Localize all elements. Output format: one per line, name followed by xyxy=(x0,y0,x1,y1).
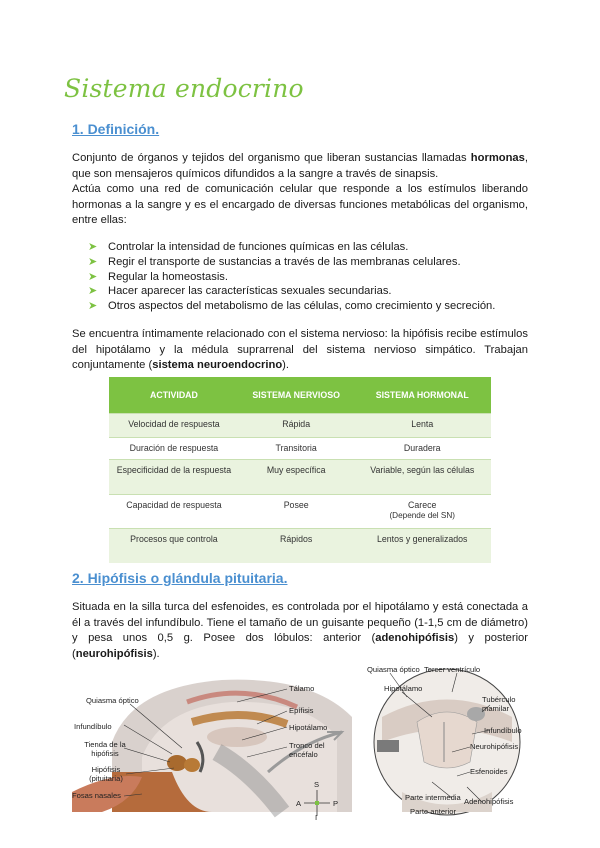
table-cell: Velocidad de respuesta xyxy=(109,414,239,438)
bold-neurohipofisis: neurohipófisis xyxy=(75,647,153,660)
paragraph-neuroendocrino: Se encuentra íntimamente relacionado con el sistema nervioso: la hipófisis recibe estímulos del hipotálamo y la médula suprarrenal del sistema nervioso simpático. Trabajan conjuntamente (sistema neuroendocrino). xyxy=(72,328,528,371)
list-item: ➤ Hacer aparecer las características sexuales secundarias. xyxy=(88,285,392,298)
bold-adenohipofisis: adenohipófisis xyxy=(375,632,455,644)
arrow-icon: ➤ xyxy=(88,285,98,298)
table-cell: Rápidos xyxy=(239,529,354,563)
label-esfenoides: Esfenoides xyxy=(470,767,508,776)
table-cell: Procesos que controla xyxy=(109,529,239,563)
column-header: SISTEMA HORMONAL xyxy=(353,377,491,414)
label-fosas: Fosas nasales xyxy=(72,791,121,800)
table-cell: Carece (Depende del SN) xyxy=(353,495,491,529)
bold-neuroendocrino: sistema neuroendocrino xyxy=(152,359,283,371)
compass-s: S xyxy=(314,780,320,789)
table-cell: Duradera xyxy=(353,438,491,460)
label-hipotalamo-mid: Hipotálamo xyxy=(289,723,328,732)
table-cell: Rápida xyxy=(239,414,354,438)
label-adenohipofisis: Adenohipófisis xyxy=(464,797,514,806)
label-talamo: Tálamo xyxy=(289,684,315,693)
table-row xyxy=(109,495,491,529)
label-parte-intermedia: Parte intermedia xyxy=(405,793,461,802)
table-cell: Transitoria xyxy=(239,438,354,460)
table-cell: Variable, según las células xyxy=(353,460,491,495)
label-quiasma-right: Quiasma óptico xyxy=(367,665,420,674)
column-header: ACTIVIDAD xyxy=(109,377,239,414)
list-item: ➤ Otros aspectos del metabolismo de las células, como crecimiento y secreción. xyxy=(88,300,496,313)
label-tronco: Tronco del encéfalo xyxy=(289,741,325,759)
table-row xyxy=(109,438,491,460)
label-epifisis: Epífisis xyxy=(289,706,314,715)
compass-p: P xyxy=(333,799,339,808)
list-item: ➤ Controlar la intensidad de funciones químicas en las células. xyxy=(88,241,409,253)
bold-hormonas: hormonas xyxy=(470,152,525,164)
label-hipofisis-left: Hipófisis (pituitaria) xyxy=(89,765,123,783)
arrow-icon: ➤ xyxy=(88,270,98,283)
table-cell: Lentos y generalizados xyxy=(353,529,491,563)
section-heading-definicion: 1. Definición. xyxy=(72,121,160,137)
paragraph-funciones: Actúa como una red de comunicación celular que responde a los estímulos liberando hormonas a la sangre y es el encargado de diversas funciones metabólicas del organismo, entre ellas: xyxy=(72,183,528,226)
paragraph-hipofisis: Situada en la silla turca del esfenoides, es controlada por el hipotálamo y está conectada a él a través del infundíbulo. Tiene el tamaño de un guisante pequeño (1-1,5 cm de diámetro) y pesa unos 0,5 g. Posee dos lóbulos: anterior (adenohipófisis) y posterior (neurohipófisis). xyxy=(72,601,528,660)
table-cell: Lenta xyxy=(353,414,491,438)
section-heading-hipofisis: 2. Hipófisis o glándula pituitaria. xyxy=(72,570,288,586)
page-title: Sistema endocrino xyxy=(64,74,304,103)
comparison-table xyxy=(109,377,491,563)
compass-i: I xyxy=(315,813,318,822)
table-cell: Capacidad de respuesta xyxy=(109,495,239,529)
bullet-list xyxy=(88,240,495,314)
label-infundibulo-left: Infundíbulo xyxy=(74,722,112,731)
table-row xyxy=(109,460,491,495)
list-item: ➤ Regir el transporte de sustancias a través de las membranas celulares. xyxy=(88,255,461,268)
label-parte-anterior: Parte anterior xyxy=(410,807,457,816)
table-cell: Duración de respuesta xyxy=(109,438,239,460)
table-cell: Especificidad de la respuesta xyxy=(109,460,239,495)
arrow-icon: ➤ xyxy=(88,241,98,253)
table-cell-note: (Depende del SN) xyxy=(389,511,455,520)
table-cell: Posee xyxy=(239,495,354,529)
arrow-icon: ➤ xyxy=(88,255,98,268)
list-item: ➤ Regular la homeostasis. xyxy=(88,270,229,283)
label-quiasma-left: Quiasma óptico xyxy=(86,696,139,705)
label-neurohipofisis: Neurohipófisis xyxy=(470,742,519,751)
label-tercer-ventriculo: Tercer ventrículo xyxy=(424,665,481,674)
table-row xyxy=(109,529,491,563)
column-header: SISTEMA NERVIOSO xyxy=(239,377,354,414)
table-row xyxy=(109,414,491,438)
hypophysis-figure xyxy=(72,662,532,820)
table-cell: Muy específica xyxy=(239,460,354,495)
table-header-row xyxy=(109,377,491,414)
label-hipotalamo-right: Hipotálamo xyxy=(384,684,423,693)
arrow-icon: ➤ xyxy=(88,300,98,313)
label-tuberculo: Tubérculo mamilar xyxy=(482,695,516,713)
paragraph-definicion: Conjunto de órganos y tejidos del organismo que liberan sustancias llamadas hormonas, que son mensajeros químicos difundidos a la sangre a través de sinapsis. xyxy=(72,152,528,180)
label-tienda: Tienda de la hipófisis xyxy=(84,740,126,758)
compass-a: A xyxy=(296,799,302,808)
label-infundibulo-right: Infundíbulo xyxy=(484,726,522,735)
